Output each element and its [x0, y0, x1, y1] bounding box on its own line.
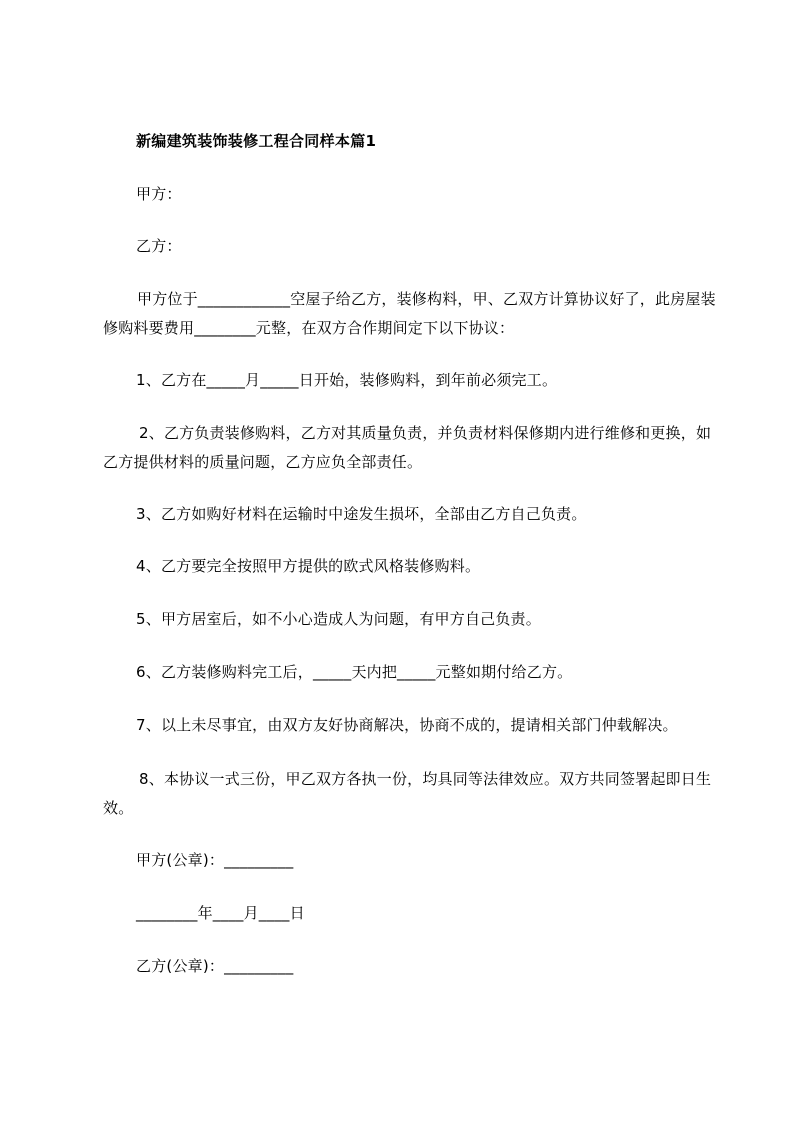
- clause-1: 1、乙方在_____月_____日开始，装修购料，到年前必须完工。: [136, 371, 558, 389]
- clause-7: 7、以上未尽事宜，由双方友好协商解决，协商不成的，提请相关部门仲载解决。: [136, 716, 678, 734]
- party-a-label: 甲方：: [136, 185, 182, 203]
- clause-6: 6、乙方装修购料完工后，_____天内把_____元整如期付给乙方。: [136, 663, 573, 681]
- signature-party-b: 乙方(公章)：_________: [136, 957, 294, 975]
- signature-party-a: 甲方(公章)：_________: [136, 851, 294, 869]
- clause-4: 4、乙方要完全按照甲方提供的欧式风格装修购料。: [136, 557, 481, 575]
- clause-2: 2、乙方负责装修购料，乙方对其质量负责，并负责材料保修期内进行维修和更换，如乙方提供材料的质量问题，乙方应负全部责任。: [103, 424, 712, 471]
- signature-date: ________年____月____日: [136, 904, 305, 922]
- clause-3: 3、乙方如购好材料在运输时中途发生损坏，全部由乙方自己负责。: [136, 505, 587, 523]
- document-title: 新编建筑装饰装修工程合同样本篇1: [136, 132, 377, 150]
- intro-paragraph: 甲方位于____________空屋子给乙方，装修构料，甲、乙双方计算协议好了，此房屋装修购料要费用________元整，在双方合作期间定下以下协议：: [103, 290, 716, 337]
- clause-5: 5、甲方居室后，如不小心造成人为问题，有甲方自己负责。: [136, 610, 541, 628]
- party-b-label: 乙方：: [136, 237, 182, 255]
- clause-8: 8、本协议一式三份，甲乙双方各执一份，均具同等法律效应。双方共同签署起即日生效。: [103, 770, 712, 817]
